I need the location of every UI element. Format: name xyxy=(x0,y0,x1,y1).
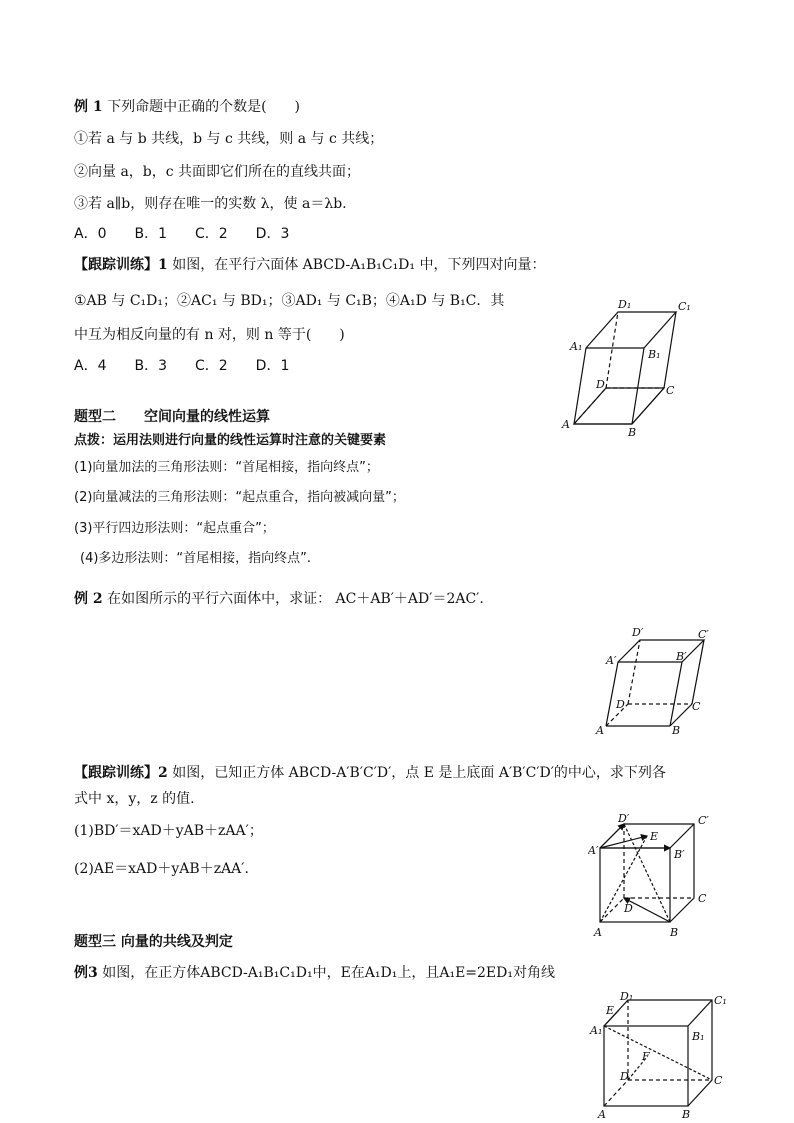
track2-stem-line xyxy=(74,764,666,782)
fig3-label-B-prime: B′ xyxy=(674,848,685,861)
fig2-label-C: C xyxy=(692,700,701,713)
ex1-title: 例 1 xyxy=(74,99,103,115)
fig2-label-C-prime: C′ xyxy=(698,628,709,641)
fig4-label-F: F xyxy=(642,1050,650,1063)
ex2-title: 例 2 xyxy=(74,591,103,607)
fig4-label-C1: C₁ xyxy=(714,994,727,1007)
ex2-formula: AC＋AB′＋AD′＝2AC′. xyxy=(335,591,484,607)
fig1-label-D1: D₁ xyxy=(618,298,632,311)
track1-title: 【跟踪训练】1 xyxy=(74,257,168,273)
parallelepiped-figure-1 xyxy=(560,296,700,436)
fig3-label-D-prime: D′ xyxy=(618,812,630,825)
fig4-label-B: B xyxy=(682,1108,691,1120)
cube-figure-4 xyxy=(588,990,728,1120)
track1-stem-2: 中互为相反向量的有 n 对，则 n 等于( ) xyxy=(74,327,345,343)
fig3-label-E: E xyxy=(650,830,659,843)
ex2-stem: 在如图所示的平行六面体中，求证： xyxy=(107,591,332,607)
fig1-label-C: C xyxy=(666,384,675,397)
fig2-label-B-prime: B′ xyxy=(676,650,687,663)
type3-heading: 题型三 向量的共线及判定 xyxy=(74,934,233,950)
fig1-label-C1: C₁ xyxy=(678,300,691,313)
ex1-stem: 下列命题中正确的个数是( ) xyxy=(107,99,301,115)
fig1-label-B: B xyxy=(628,426,637,436)
fig4-label-D: D xyxy=(620,1070,629,1083)
type2-tip-3: (3)平行四边形法则：“起点重合”； xyxy=(74,521,275,536)
track1-vector-pairs: ①AB 与 C₁D₁；②AC₁ 与 BD₁；③AD₁ 与 C₁B；④A₁D 与 B₁C．其 xyxy=(74,293,505,309)
fig3-label-C: C xyxy=(698,892,707,905)
fig1-label-B1: B₁ xyxy=(648,348,661,361)
ex3-stem: 如图，在正方体ABCD-A₁B₁C₁D₁中，E在A₁D₁上，且A₁E=2ED₁对角线 xyxy=(102,965,555,981)
type2-tip-1: (1)向量加法的三角形法则：“首尾相接，指向终点”； xyxy=(74,460,379,475)
fig2-label-A-prime: A′ xyxy=(606,654,617,667)
fig2-label-D-prime: D′ xyxy=(632,626,644,639)
fig2-label-D: D xyxy=(616,698,625,711)
fig4-label-A: A xyxy=(598,1108,606,1120)
ex1-options: A．0 B．1 C．2 D．3 xyxy=(74,226,290,242)
type2-tip-4: (4)多边形法则：“首尾相接，指向终点”. xyxy=(80,551,312,566)
track1-stem: 如图，在平行六面体 ABCD-A₁B₁C₁D₁ 中，下列四对向量： xyxy=(172,257,546,273)
fig3-label-D: D xyxy=(624,902,633,915)
type2-heading: 题型二 空间向量的线性运算 xyxy=(74,409,270,425)
ex1-statement-3: ③若 a∥b，则存在唯一的实数 λ，使 a＝λb. xyxy=(74,196,347,212)
fig1-label-D: D xyxy=(596,378,605,391)
ex1-statement-2: ②向量 a，b，c 共面即它们所在的直线共面； xyxy=(74,164,361,180)
parallelepiped-figure-2 xyxy=(592,626,722,738)
fig3-label-A-prime: A′ xyxy=(588,844,599,857)
track2-title: 【跟踪训练】2 xyxy=(74,765,168,781)
fig1-label-A1: A₁ xyxy=(570,340,583,353)
track1-stem-line xyxy=(74,256,545,274)
fig4-label-B1: B₁ xyxy=(692,1030,705,1043)
fig4-label-C: C xyxy=(714,1074,723,1087)
fig4-label-A1: A₁ xyxy=(590,1024,603,1037)
fig2-label-A: A xyxy=(596,724,604,737)
track2-question-2: (2)AE＝xAD＋yAB＋zAA′. xyxy=(74,861,249,877)
fig2-label-B: B xyxy=(672,724,681,737)
ex1-statement-1: ①若 a 与 b 共线，b 与 c 共线，则 a 与 c 共线； xyxy=(74,131,384,147)
track2-stem-2: 式中 x，y，z 的值. xyxy=(74,791,195,807)
type2-tip-2: (2)向量减法的三角形法则：“起点重合，指向被减向量”； xyxy=(74,490,405,505)
ex3-line xyxy=(74,964,555,982)
ex2-line xyxy=(74,590,484,608)
cube-figure-3 xyxy=(588,812,716,940)
ex1-stem-line xyxy=(74,98,300,116)
fig4-label-D1: D₁ xyxy=(620,990,634,1003)
fig4-label-E: E xyxy=(606,1004,615,1017)
track2-question-1: (1)BD′＝xAD＋yAB＋zAA′； xyxy=(74,823,263,839)
track2-stem: 如图，已知正方体 ABCD-A′B′C′D′，点 E 是上底面 A′B′C′D′的中心，求下列各 xyxy=(172,765,666,781)
type2-tip-title: 点拨：运用法则进行向量的线性运算时注意的关键要素 xyxy=(74,433,387,448)
fig3-label-C-prime: C′ xyxy=(698,814,709,827)
fig3-label-B: B xyxy=(670,926,679,939)
ex3-title: 例3 xyxy=(74,965,98,981)
track1-options: A．4 B．3 C．2 D．1 xyxy=(74,358,290,374)
fig1-label-A: A xyxy=(562,418,570,431)
fig3-label-A: A xyxy=(594,926,602,939)
